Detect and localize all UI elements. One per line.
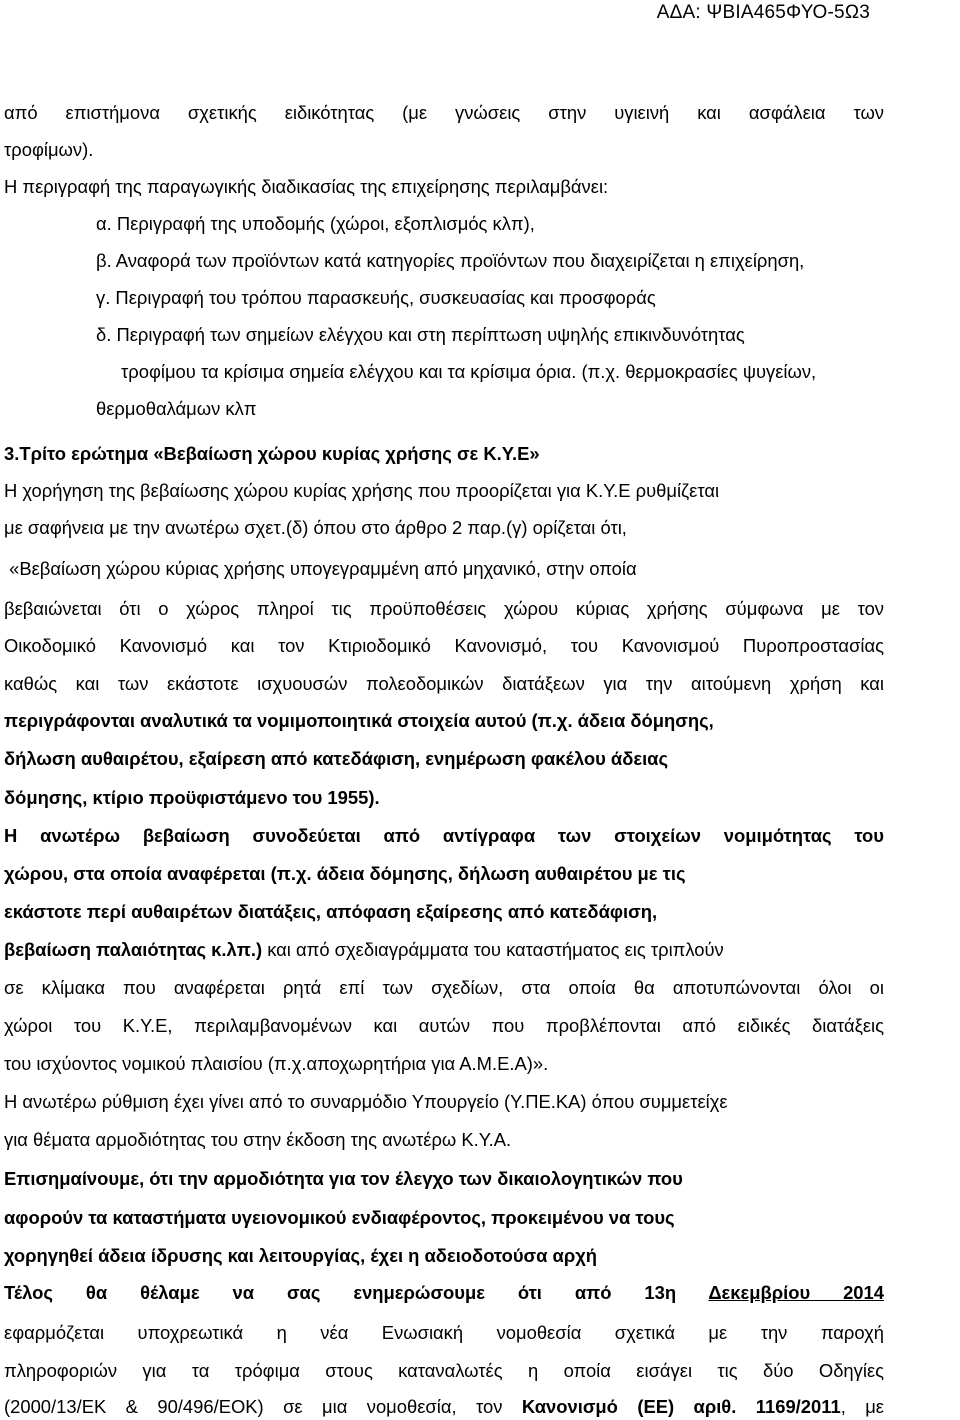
- text-line: του ισχύοντος νομικού πλαισίου (π.χ.αποχωρητήρια για Α.Μ.Ε.Α)».: [4, 1053, 549, 1074]
- list-item-d-cont: θερμοθαλάμων κλπ: [96, 398, 257, 419]
- text-line: τροφίμων).: [4, 139, 94, 160]
- text-segment: και από σχεδιαγράμματα του καταστήματος εις τριπλούν: [262, 939, 724, 960]
- bold-line: Επισημαίνουμε, ότι την αρμοδιότητα για τον έλεγχο των δικαιολογητικών που: [4, 1168, 683, 1189]
- list-item-d-cont: τροφίμου τα κρίσιμα σημεία ελέγχου και τα κρίσιμα όρια. (π.χ. θερμοκρασίες ψυγείων,: [121, 361, 817, 382]
- text-line: με σαφήνεια με την ανωτέρω σχετ.(δ) όπου στο άρθρο 2 παρ.(γ) ορίζεται ότι,: [4, 517, 627, 538]
- text-line: σε κλίμακα που αναφέρεται ρητά επί των σχεδίων, στα οποία θα αποτυπώνονται όλοι οι: [4, 977, 884, 998]
- bold-line: αφορούν τα καταστήματα υγειονομικού ενδιαφέροντος, προκειμένου να τους: [4, 1207, 675, 1228]
- text-segment: , με: [840, 1396, 885, 1417]
- text-line: Η ανωτέρω ρύθμιση έχει γίνει από το συναρμόδιο Υπουργείο (Υ.ΠΕ.ΚΑ) όπου συμμετείχε: [4, 1091, 728, 1112]
- text-line: εφαρμόζεται υποχρεωτικά η νέα Ενωσιακή νομοθεσία σχετικά με την παροχή: [4, 1322, 884, 1343]
- mixed-line: [4, 1394, 884, 1420]
- bold-segment: Τέλος θα θέλαμε να σας ενημερώσουμε ότι από 13η: [4, 1282, 709, 1303]
- text-segment: (2000/13/ΕΚ & 90/496/ΕΟΚ) σε μια νομοθεσία, τον: [4, 1396, 522, 1417]
- bold-line: [4, 1280, 884, 1306]
- list-item-c: γ. Περιγραφή του τρόπου παρασκευής, συσκευασίας και προσφοράς: [96, 287, 656, 308]
- bold-line: δήλωση αυθαιρέτου, εξαίρεση από κατεδάφιση, ενημέρωση φακέλου άδειας: [4, 748, 669, 769]
- text-line: πληροφοριών για τα τρόφιμα στους καταναλωτές η οποία εισάγει τις δύο Οδηγίες: [4, 1360, 884, 1381]
- mixed-line: [4, 937, 884, 963]
- text-line: βεβαιώνεται ότι ο χώρος πληροί τις προϋποθέσεις χώρου κύριας χρήσης σύμφωνα με τον: [4, 598, 884, 619]
- list-item-b: β. Αναφορά των προϊόντων κατά κατηγορίες προϊόντων που διαχειρίζεται η επιχείρηση,: [96, 250, 805, 271]
- bold-segment: Κανονισμό (ΕΕ) αριθ. 1169/2011: [521, 1396, 841, 1417]
- ada-code: ΑΔΑ: ΨΒΙΑ465ΦΥΟ-5Ω3: [656, 2, 870, 23]
- text-line: για θέματα αρμοδιότητας του στην έκδοση της ανωτέρω Κ.Υ.Α.: [4, 1129, 512, 1150]
- list-item-a: α. Περιγραφή της υποδομής (χώροι, εξοπλισμός κλπ),: [96, 213, 535, 234]
- bold-line: δόμησης, κτίριο προϋφιστάμενο του 1955).: [4, 787, 380, 808]
- text-line: «Βεβαίωση χώρου κύριας χρήσης υπογεγραμμένη από μηχανικό, στην οποία: [4, 558, 637, 579]
- bold-line: χώρου, στα οποία αναφέρεται (π.χ. άδεια δόμησης, δήλωση αυθαιρέτου με τις: [4, 863, 686, 884]
- text-line: καθώς και των εκάστοτε ισχυουσών πολεοδομικών διατάξεων για την αιτούμενη χρήση και: [4, 673, 884, 694]
- section-heading: 3.Τρίτο ερώτημα «Βεβαίωση χώρου κυρίας χρήσης σε Κ.Υ.Ε»: [4, 443, 540, 464]
- bold-segment: βεβαίωση παλαιότητας κ.λπ.): [4, 939, 263, 960]
- bold-line: εκάστοτε περί αυθαιρέτων διατάξεις, απόφαση εξαίρεσης από κατεδάφιση,: [4, 901, 658, 922]
- bold-line: Η ανωτέρω βεβαίωση συνοδεύεται από αντίγραφα των στοιχείων νομιμότητας του: [4, 825, 884, 846]
- bold-line: χορηγηθεί άδεια ίδρυσης και λειτουργίας, έχει η αδειοδοτούσα αρχή: [4, 1245, 598, 1266]
- text-line: Η περιγραφή της παραγωγικής διαδικασίας της επιχείρησης περιλαμβάνει:: [4, 176, 609, 197]
- text-line: Η χορήγηση της βεβαίωσης χώρου κυρίας χρήσης που προορίζεται για Κ.Υ.Ε ρυθμίζεται: [4, 480, 720, 501]
- text-line: χώροι του Κ.Υ.Ε, περιλαμβανομένων και αυτών που προβλέπονται από ειδικές διατάξεις: [4, 1015, 884, 1036]
- bold-line: περιγράφονται αναλυτικά τα νομιμοποιητικά στοιχεία αυτού (π.χ. άδεια δόμησης,: [4, 710, 714, 731]
- text-line: Οικοδομικό Κανονισμό και τον Κτιριοδομικό Κανονισμό, του Κανονισμού Πυροπροστασίας: [4, 635, 884, 656]
- text-line: από επιστήμονα σχετικής ειδικότητας (με γνώσεις στην υγιεινή και ασφάλεια των: [4, 102, 884, 123]
- underlined-date: Δεκεμβρίου 2014: [708, 1282, 884, 1303]
- list-item-d: δ. Περιγραφή των σημείων ελέγχου και στη περίπτωση υψηλής επικινδυνότητας: [96, 324, 745, 345]
